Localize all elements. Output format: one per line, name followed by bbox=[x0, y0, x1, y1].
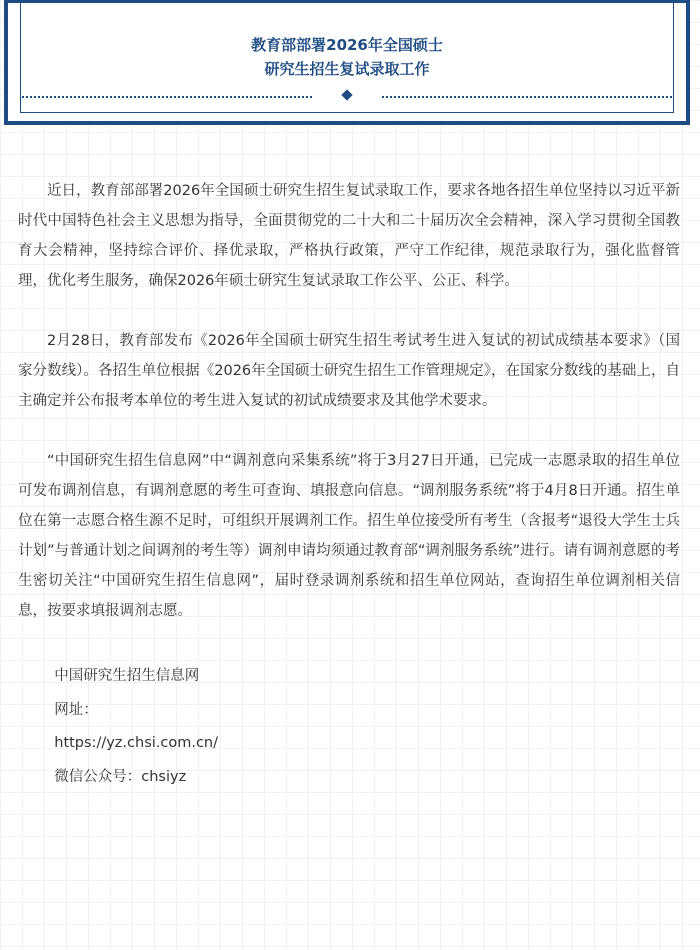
page-title-line-2: 研究生招生复试录取工作 bbox=[264, 60, 430, 78]
signature-url-link[interactable]: https://yz.chsi.com.cn/ bbox=[54, 735, 219, 751]
page-title-line-1: 教育部部署2026年全国硕士 bbox=[251, 36, 443, 54]
divider-dotted-line-right bbox=[382, 96, 672, 98]
signature-block bbox=[18, 661, 680, 795]
diamond-icon bbox=[341, 89, 352, 100]
title-divider bbox=[16, 91, 678, 103]
page-title bbox=[8, 33, 686, 81]
signature-url-label: 网址： bbox=[54, 701, 98, 718]
article-body bbox=[18, 176, 680, 795]
paragraph-2: 2月28日，教育部发布《2026年全国硕士研究生招生考试考生进入复试的初试成绩基本要求》（国家分数线）。各招生单位根据《2026年全国硕士研究生招生工作管理规定》，在国家分数线的基础上，自主确定并公布报考本单位的考生进入复试的初试成绩要求及其他学术要求。 bbox=[18, 333, 680, 409]
signature-site-name: 中国研究生招生信息网 bbox=[54, 668, 200, 684]
divider-dotted-line-left bbox=[22, 96, 312, 98]
article-header bbox=[4, 0, 690, 125]
paragraph-1: 近日，教育部部署2026年全国硕士研究生招生复试录取工作，要求各地各招生单位坚持以习近平新时代中国特色社会主义思想为指导，全面贯彻党的二十大和二十届历次全会精神，深入学习贯彻全国教育大会精神，坚持综合评价、择优录取，严格执行政策，严守工作纪律，规范录取行为，强化监督管理，优化考生服务，确保2026年硕士研究生复试录取工作公平、公正、科学。 bbox=[18, 183, 680, 289]
paragraph-3: “中国研究生招生信息网”中“调剂意向采集系统”将于3月27日开通，已完成一志愿录取的招生单位可发布调剂信息，有调剂意愿的考生可查询、填报意向信息。“调剂服务系统”将于4月8日开通。招生单位在第一志愿合格生源不足时，可组织开展调剂工作。招生单位接受所有考生（含报考“退役大学生士兵计划”与普通计划之间调剂的考生等）调剂申请均须通过教育部“调剂服务系统”进行。请有调剂意愿的考生密切关注“中国研究生招生信息网”，届时登录调剂系统和招生单位网站，查询招生单位调剂相关信息，按要求填报调剂志愿。 bbox=[18, 453, 680, 619]
signature-wechat: 微信公众号：chsiyz bbox=[54, 768, 187, 785]
